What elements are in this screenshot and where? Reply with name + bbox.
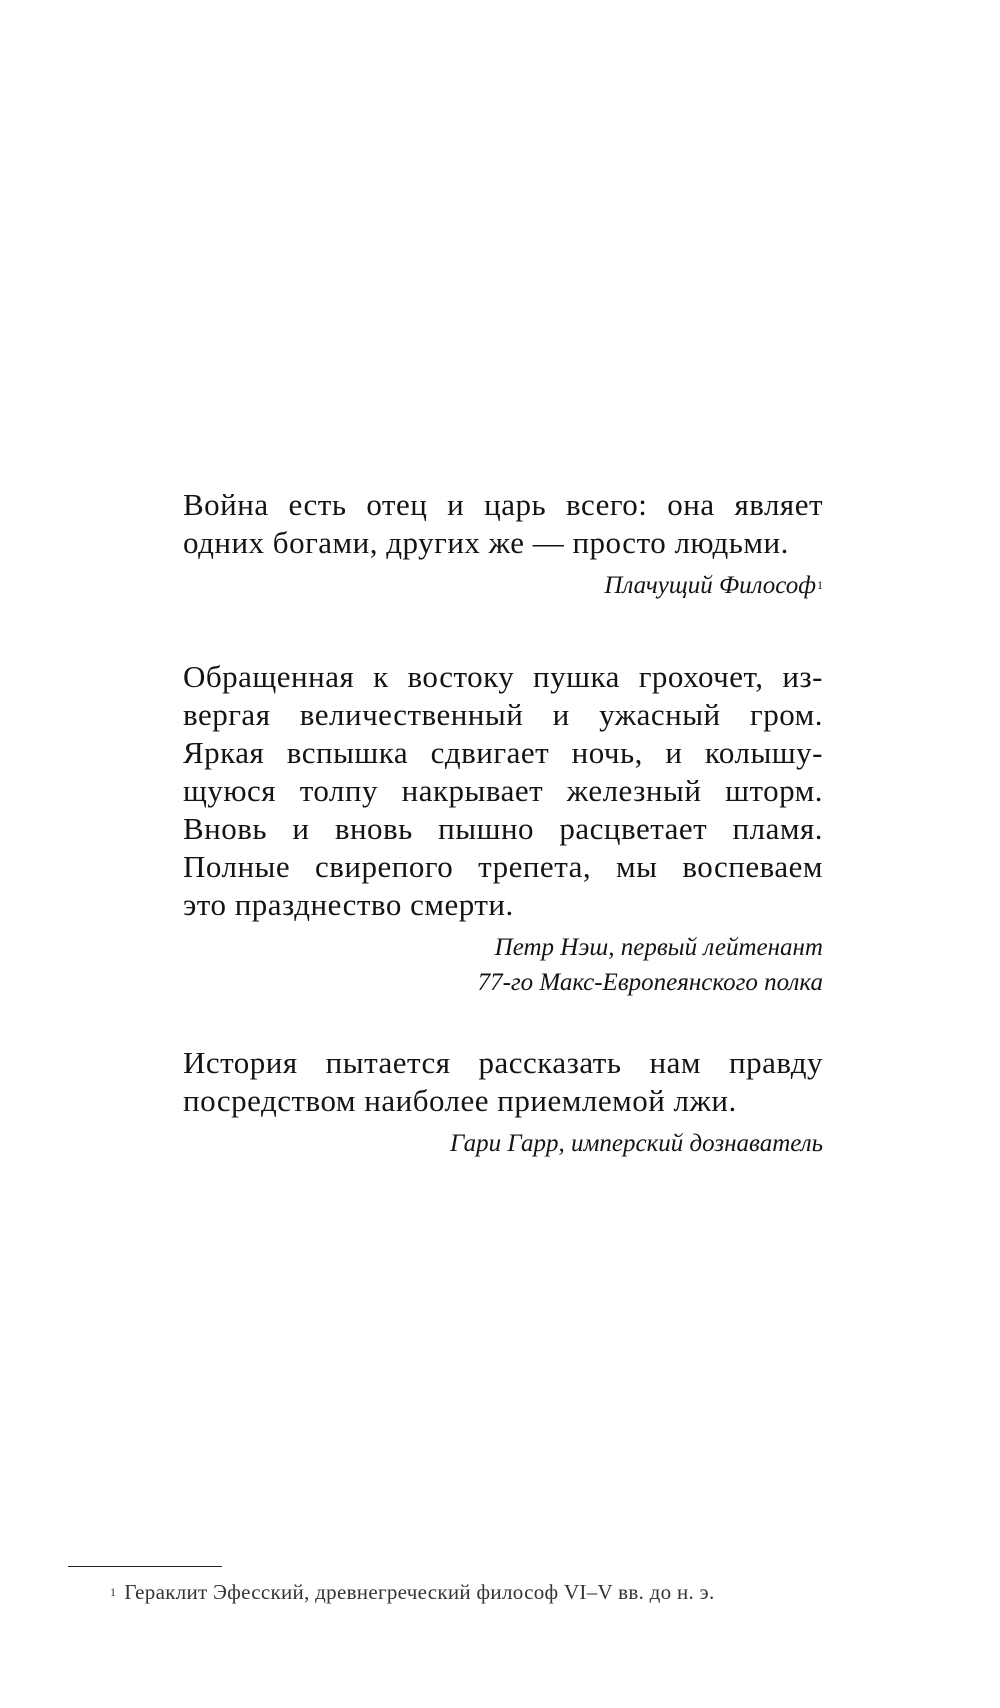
quote-line: История пытается рассказать нам правду: [183, 1045, 823, 1080]
footnote-rule: [68, 1566, 222, 1567]
footnote-ref[interactable]: 1: [817, 578, 823, 592]
footnote-marker: 1: [110, 1585, 117, 1599]
attribution-line: Гари Гарр, имперский дознаватель: [450, 1130, 823, 1157]
quote-line: щуюся толпу накрывает железный шторм.: [183, 773, 823, 808]
epigraph-1: [183, 486, 823, 603]
epigraph-3: [183, 1044, 823, 1161]
quote-line: Война есть отец и царь всего: она являет: [183, 487, 823, 522]
quote-line: одних богами, других же — просто людьми.: [183, 525, 789, 560]
epigraph-attribution: [183, 568, 823, 603]
attribution-line: Плачущий Философ$^1$: [604, 572, 823, 599]
quote-line: посредством наиболее приемлемой лжи.: [183, 1083, 737, 1118]
quote-line: Вновь и вновь пышно расцветает пламя.: [183, 811, 823, 846]
attribution-line: 77-го Макс-Европеянского полка: [477, 969, 823, 996]
quote-line: вергая величественный и ужасный гром.: [183, 697, 823, 732]
epigraph-quote: [183, 1044, 823, 1120]
quote-line: это празднество смерти.: [183, 887, 514, 922]
epigraph-attribution: [183, 1126, 823, 1161]
footnote: [110, 1578, 715, 1606]
epigraph-2: [183, 658, 823, 1000]
quote-line: Яркая вспышка сдвигает ночь, и колышу-: [183, 735, 823, 770]
footnote-text: Гераклит Эфесский, древнегреческий философ VI–V вв. до н. э.: [124, 1580, 715, 1604]
attribution-line: Петр Нэш, первый лейтенант: [494, 934, 823, 961]
epigraph-attribution: [183, 930, 823, 1000]
quote-line: Полные свирепого трепета, мы воспеваем: [183, 849, 823, 884]
quote-line: Обращенная к востоку пушка грохочет, из-: [183, 659, 823, 694]
epigraph-quote: [183, 486, 823, 562]
epigraph-quote: [183, 658, 823, 924]
